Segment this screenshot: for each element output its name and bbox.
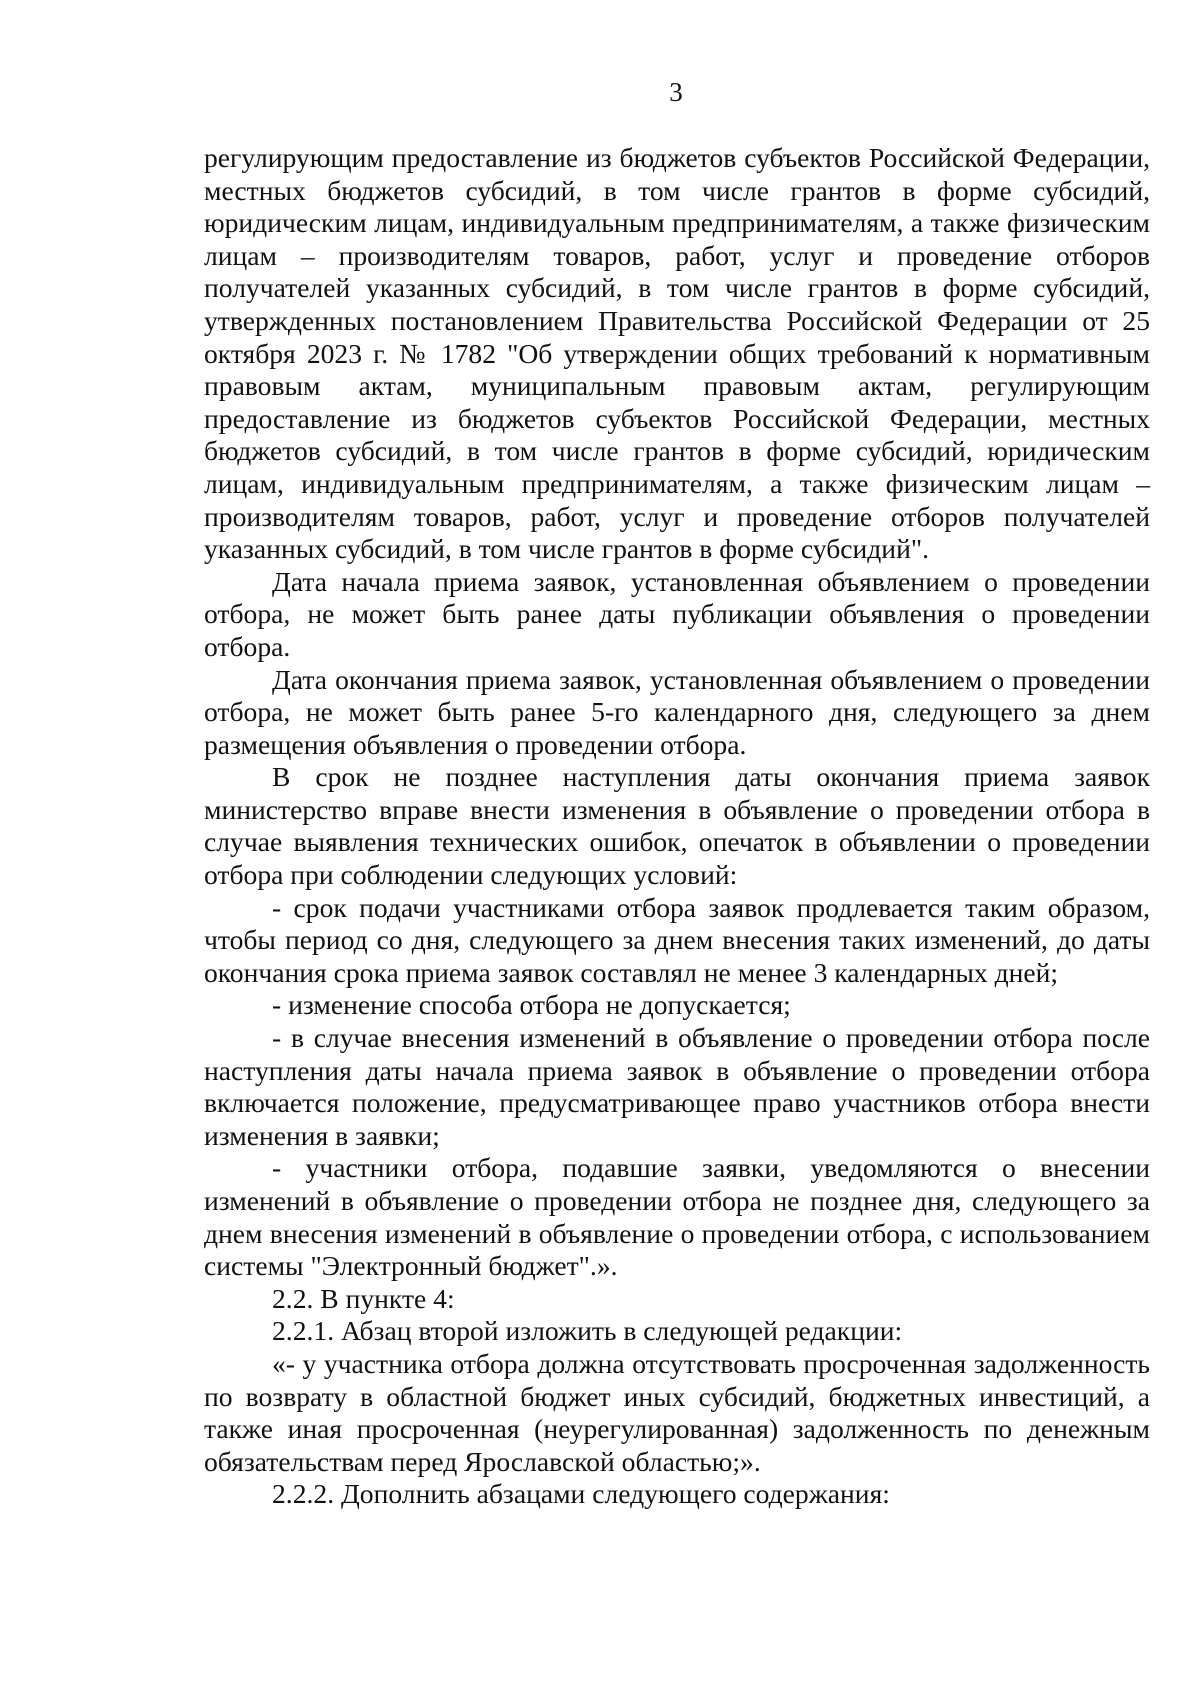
paragraph-ministry-changes: В срок не позднее наступления даты окончания приема заявок министерство вправе внести изменения в объявление о проведении отбора в случае выявления технических ошибок, опечаток в объявлении о проведении отбора при соблюдении следующих условий:	[204, 761, 1150, 891]
clause-2-2-1-text: «- у участника отбора должна отсутствовать просроченная задолженность по возврату в областной бюджет иных субсидий, бюджетных инвестиций, а также иная просроченная (неурегулированная) задолженность по денежным обязательствам перед Ярославской областью;».	[204, 1347, 1150, 1477]
paragraph-continuation: регулирующим предоставление из бюджетов субъектов Российской Федерации, местных бюджетов субсидий, в том числе грантов в форме субсидий, юридическим лицам, индивидуальным предпринимателям, а также физическим лицам – производителям товаров, работ, услуг и проведение отборов получателей указанных субсидий, в том числе грантов в форме субсидий, утвержденных постановлением Правительства Российской Федерации от 25 октября 2023 г. № 1782 "Об утверждении общих требований к нормативным правовым актам, муниципальным правовым актам, регулирующим предоставление из бюджетов субъектов Российской Федерации, местных бюджетов субсидий, в том числе грантов в форме субсидий, юридическим лицам, индивидуальным предпринимателям, а также физическим лицам – производителям товаров, работ, услуг и проведение отборов получателей указанных субсидий, в том числе грантов в форме субсидий".	[204, 142, 1150, 565]
paragraph-start-date: Дата начала приема заявок, установленная объявлением о проведении отбора, не может быть ранее даты публикации объявления о проведении отбора.	[204, 565, 1150, 662]
list-item-method-change: - изменение способа отбора не допускается;	[272, 989, 791, 1021]
paragraph-end-date: Дата окончания приема заявок, установленная объявлением о проведении отбора, не может быть ранее 5-го календарного дня, следующего за днем размещения объявления о проведении отбора.	[204, 663, 1150, 760]
list-item-participant-notification: - участники отбора, подавшие заявки, уведомляются о внесении изменений в объявление о проведении отбора не позднее дня, следующего за днем внесения изменений в объявление о проведении отбора, с использованием системы "Электронный бюджет".».	[204, 1152, 1150, 1282]
clause-2-2-1: 2.2.1. Абзац второй изложить в следующей редакции:	[272, 1315, 903, 1347]
document-body	[204, 142, 1150, 1511]
list-item-changes-after-start: - в случае внесения изменений в объявление о проведении отбора после наступления даты начала приема заявок в объявление о проведении отбора включается положение, предусматривающее право участников отбора внести изменения в заявки;	[204, 1022, 1150, 1151]
list-item-deadline-extension: - срок подачи участниками отбора заявок продлевается таким образом, чтобы период со дня, следующего за днем внесения таких изменений, до даты окончания срока приема заявок составлял не менее 3 календарных дней;	[204, 891, 1150, 988]
clause-2-2-heading: 2.2. В пункте 4:	[272, 1282, 455, 1314]
page-number: 3	[669, 77, 683, 107]
clause-2-2-2: 2.2.2. Дополнить абзацами следующего содержания:	[272, 1478, 890, 1510]
